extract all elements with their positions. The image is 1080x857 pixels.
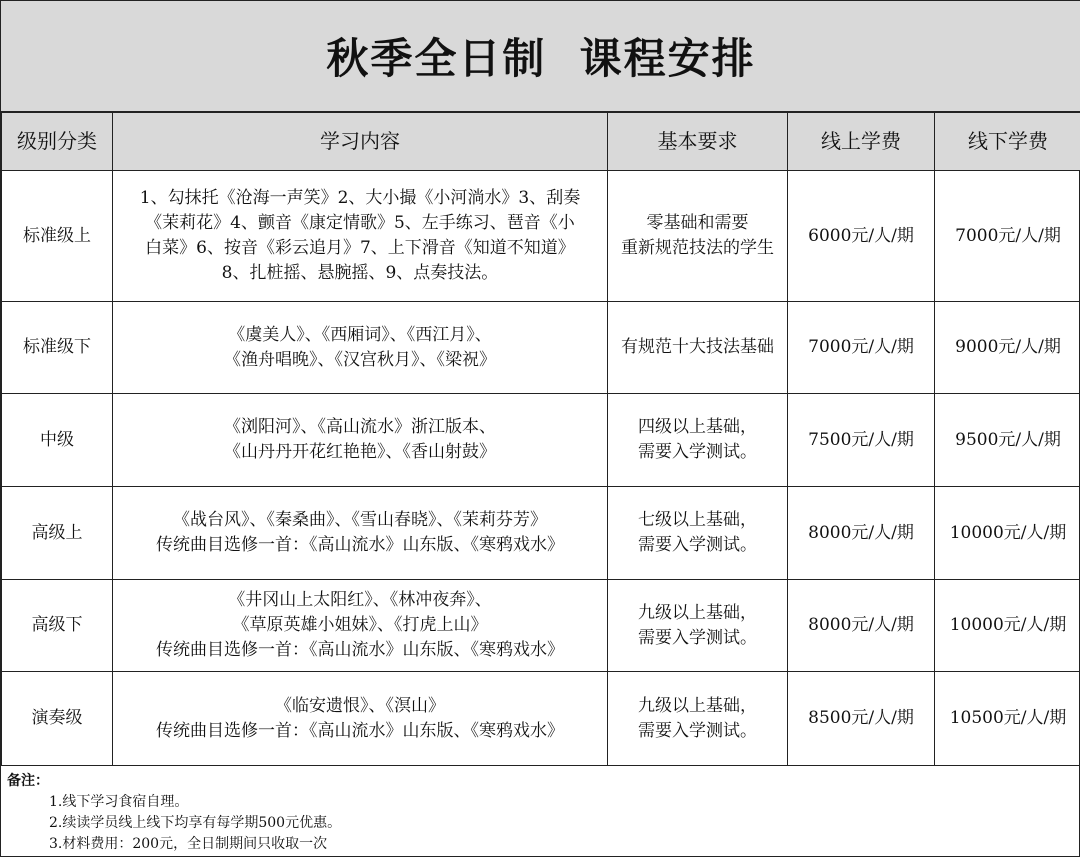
table-row <box>2 487 1080 580</box>
content-line: 传统曲目选修一首：《高山流水》山东版、《寒鸦戏水》 <box>156 640 564 660</box>
requirement-line: 需要入学测试。 <box>638 535 757 555</box>
requirement-line: 零基础和需要 <box>646 213 749 233</box>
requirement-line: 七级以上基础， <box>638 510 757 530</box>
online-fee-cell: 6000元/人/期 <box>788 171 935 302</box>
content-cell <box>113 672 608 766</box>
requirement-cell <box>608 672 788 766</box>
table-row <box>2 672 1080 766</box>
requirement-cell <box>608 302 788 394</box>
content-line: 传统曲目选修一首：《高山流水》山东版、《寒鸦戏水》 <box>156 535 564 555</box>
requirement-cell <box>608 394 788 487</box>
header-requirement: 基本要求 <box>608 113 788 171</box>
course-schedule-table <box>1 112 1080 766</box>
header-level: 级别分类 <box>2 113 113 171</box>
title-bar <box>1 1 1080 112</box>
content-cell <box>113 487 608 580</box>
level-cell: 高级上 <box>2 487 113 580</box>
note-item: 1.线下学习食宿自理。 <box>49 794 189 810</box>
offline-fee-cell: 7000元/人/期 <box>935 171 1080 302</box>
online-fee-cell: 7000元/人/期 <box>788 302 935 394</box>
requirement-cell <box>608 171 788 302</box>
level-cell: 中级 <box>2 394 113 487</box>
notes-heading: 备注： <box>7 773 49 789</box>
requirement-cell <box>608 580 788 672</box>
content-cell <box>113 302 608 394</box>
content-line: 白菜》6、按音《彩云追月》7、上下滑音《知道不知道》 <box>145 238 575 258</box>
note-item: 3.材料费用：200元，全日制期间只收取一次 <box>49 836 328 852</box>
content-line: 8、扎桩摇、悬腕摇、9、点奏技法。 <box>221 263 499 283</box>
level-cell: 标准级上 <box>2 171 113 302</box>
requirement-line: 九级以上基础， <box>638 602 757 623</box>
requirement-line: 需要入学测试。 <box>638 442 757 462</box>
header-online-fee: 线上学费 <box>788 113 935 171</box>
level-cell: 标准级下 <box>2 302 113 394</box>
content-line: 《渔舟唱晚》、《汉宫秋月》、《梁祝》 <box>224 349 496 370</box>
online-fee-cell: 8000元/人/期 <box>788 487 935 580</box>
requirement-line: 有规范十大技法基础 <box>621 337 774 357</box>
online-fee-cell: 8500元/人/期 <box>788 672 935 766</box>
requirement-line: 需要入学测试。 <box>638 627 757 648</box>
requirement-line: 四级以上基础， <box>638 417 757 437</box>
online-fee-cell: 8000元/人/期 <box>788 580 935 672</box>
requirement-line: 需要入学测试。 <box>638 720 757 741</box>
content-line: 《虞美人》、《西厢词》、《西江月》、 <box>228 324 492 345</box>
header-content: 学习内容 <box>113 113 608 171</box>
offline-fee-cell: 9500元/人/期 <box>935 394 1080 487</box>
content-cell <box>113 580 608 672</box>
page-title: 秋季全日制 课程安排 <box>326 34 756 83</box>
content-line: 《草原英雄小姐妹》、《打虎上山》 <box>232 615 488 635</box>
level-cell: 高级下 <box>2 580 113 672</box>
table-row <box>2 171 1080 302</box>
table-row <box>2 394 1080 487</box>
notes-section <box>1 765 1080 857</box>
table-row <box>2 302 1080 394</box>
level-cell: 演奏级 <box>2 672 113 766</box>
requirement-cell <box>608 487 788 580</box>
header-offline-fee: 线下学费 <box>935 113 1080 171</box>
content-line: 《山丹丹开花红艳艳》、《香山射鼓》 <box>224 442 496 462</box>
offline-fee-cell: 10000元/人/期 <box>935 580 1080 672</box>
content-line: 《井冈山上太阳红》、《林冲夜奔》、 <box>228 590 492 610</box>
content-cell <box>113 394 608 487</box>
content-line: 《临安遗恨》、《溟山》 <box>275 695 445 716</box>
offline-fee-cell: 10500元/人/期 <box>935 672 1080 766</box>
content-line: 传统曲目选修一首：《高山流水》山东版、《寒鸦戏水》 <box>156 720 564 741</box>
content-line: 《战台风》、《秦桑曲》、《雪山春晓》、《茉莉芬芳》 <box>173 510 547 530</box>
content-line: 《茉莉花》4、颤音《康定情歌》5、左手练习、琶音《小 <box>145 213 575 233</box>
content-line: 《浏阳河》、《高山流水》浙江版本、 <box>224 417 496 437</box>
requirement-line: 九级以上基础， <box>638 695 757 716</box>
table-header-row <box>2 113 1080 171</box>
online-fee-cell: 7500元/人/期 <box>788 394 935 487</box>
content-cell <box>113 171 608 302</box>
offline-fee-cell: 10000元/人/期 <box>935 487 1080 580</box>
offline-fee-cell: 9000元/人/期 <box>935 302 1080 394</box>
table-row <box>2 580 1080 672</box>
requirement-line: 重新规范技法的学生 <box>621 238 774 258</box>
content-line: 1、勾抹托《沧海一声笑》2、大小撮《小河淌水》3、刮奏 <box>139 188 581 208</box>
note-item: 2.续读学员线上线下均享有每学期500元优惠。 <box>49 815 342 831</box>
